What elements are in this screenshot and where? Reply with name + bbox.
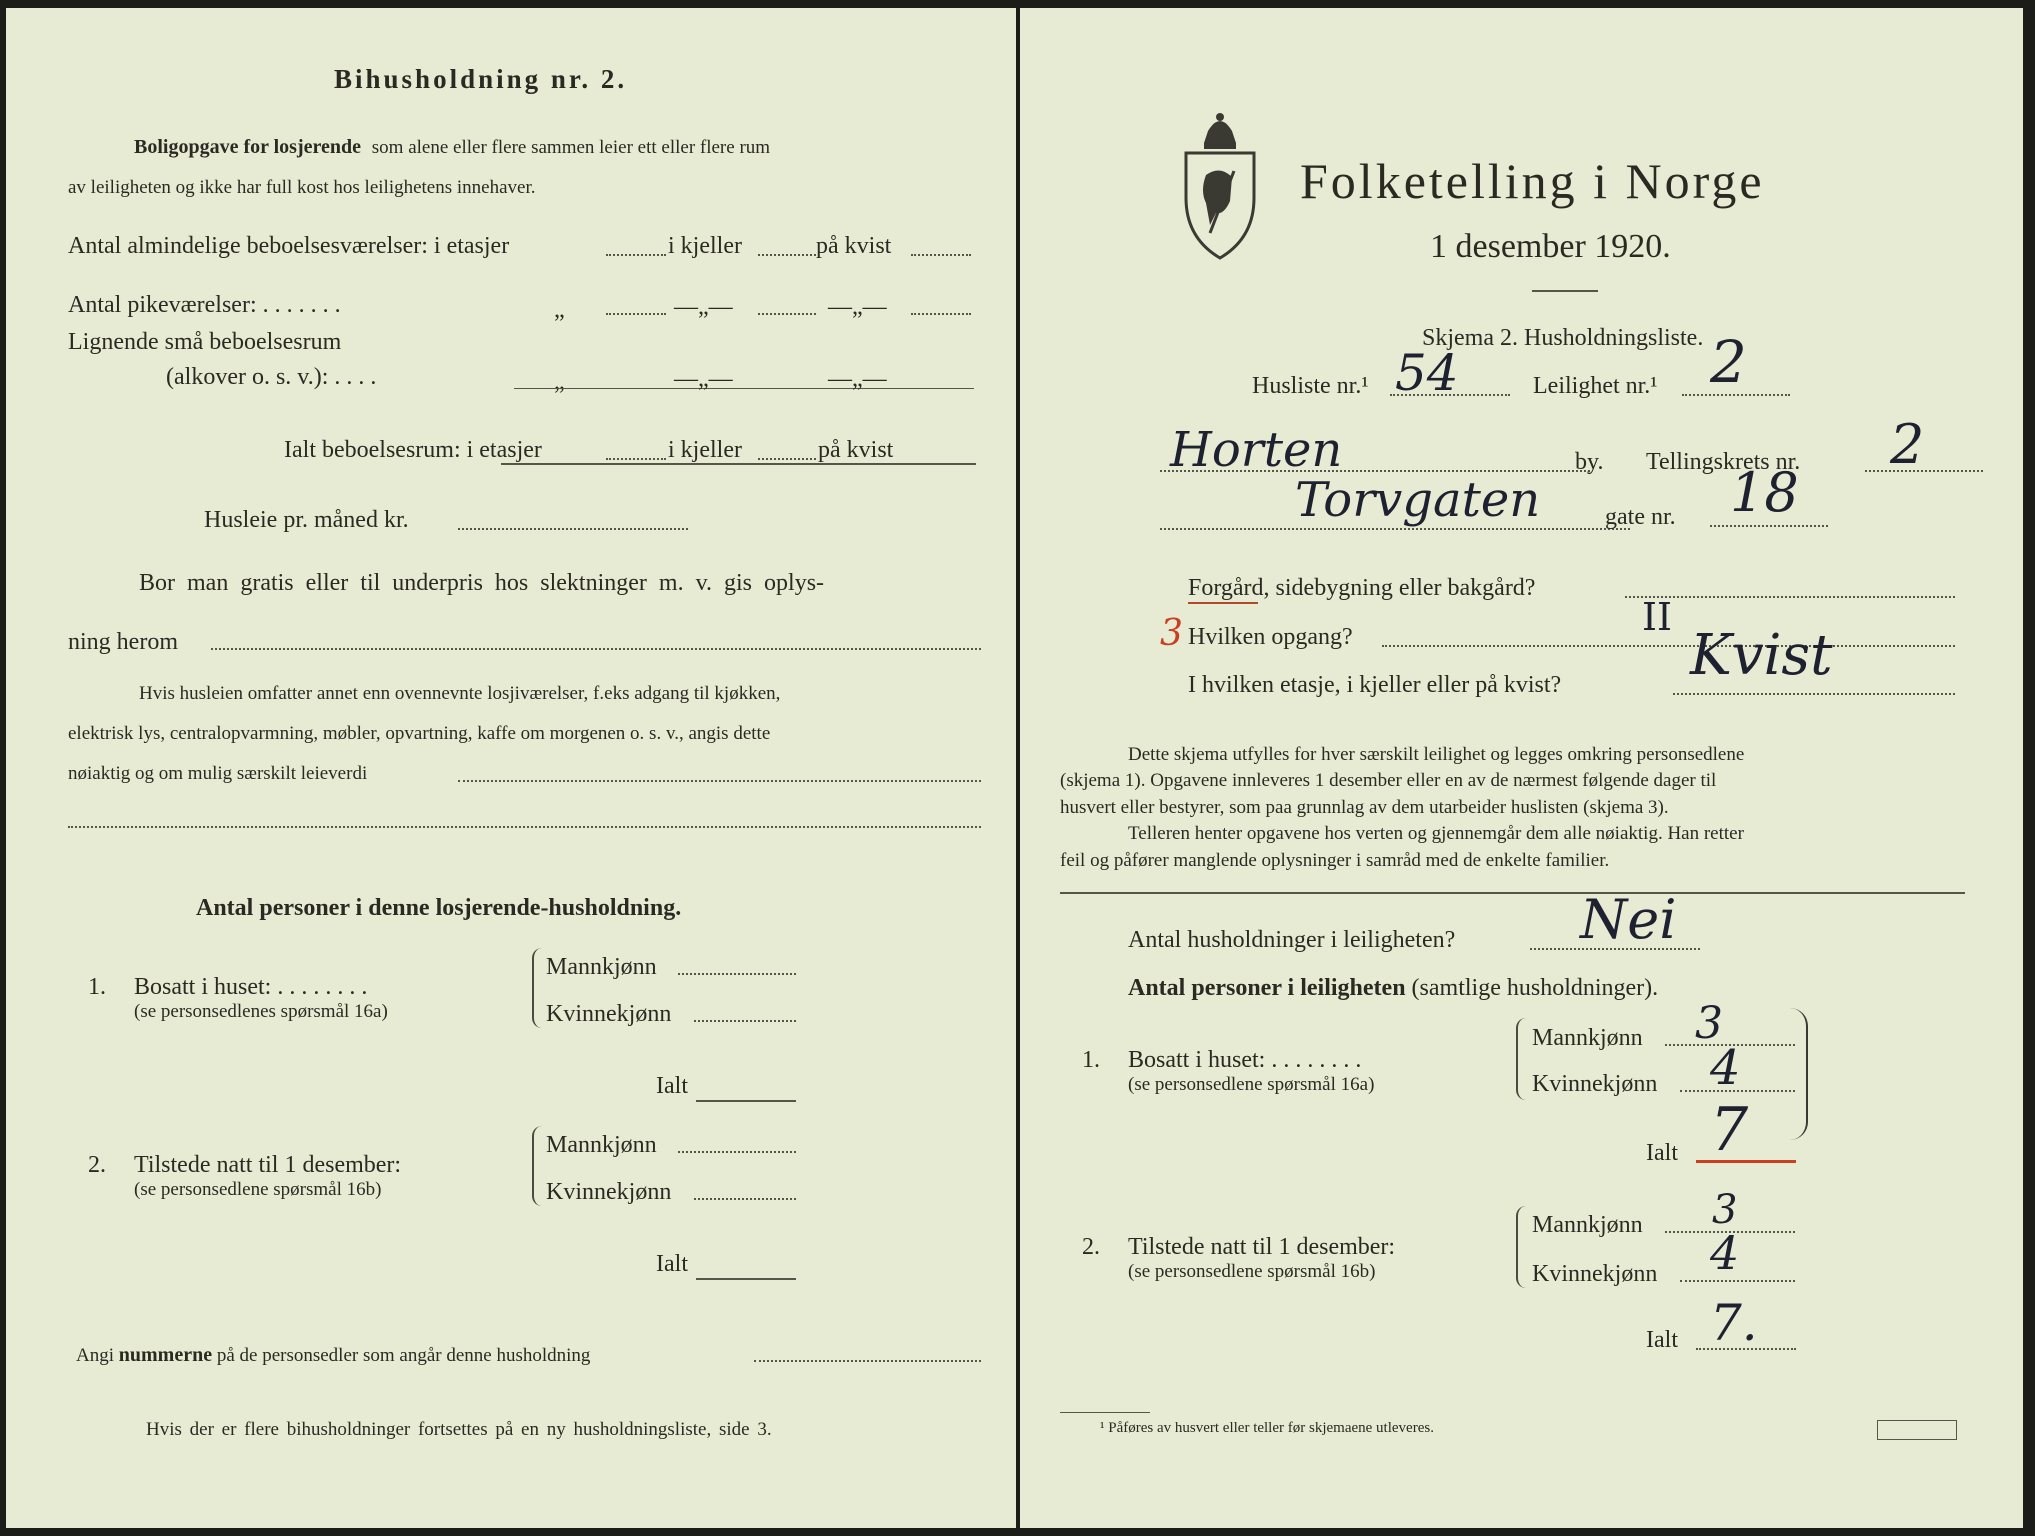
b-bosatt: Bosatt i huset: . . . . . . . . — [134, 974, 368, 1000]
ialt-kjeller-line[interactable] — [758, 458, 816, 460]
rb-bosatt-sub: (se personsedlene spørsmål 16a) — [1128, 1074, 1375, 1095]
rooms-kjeller-line[interactable] — [758, 254, 816, 256]
title-divider — [1532, 290, 1598, 292]
t-mann-line[interactable] — [678, 1151, 796, 1153]
rooms-kjeller: i kjeller — [668, 233, 742, 259]
angi-line-fill[interactable] — [754, 1360, 981, 1362]
census-date: 1 desember 1920. — [1430, 228, 1671, 265]
angi-line — [76, 1345, 590, 1365]
opgang-value: II — [1642, 595, 1673, 639]
rooms-label: Antal almindelige beboelsesværelser: i etasjer — [68, 233, 510, 259]
rt-ialt: Ialt — [1646, 1327, 1678, 1353]
antal-hush-value: Nei — [1580, 888, 1677, 951]
rb-brace — [1516, 1018, 1530, 1100]
rt-num: 2. — [1082, 1234, 1100, 1260]
krets-label: Tellingskrets nr. — [1646, 449, 1801, 475]
t-brace — [532, 1126, 546, 1206]
b-kvinne: Kvinnekjønn — [546, 1001, 672, 1027]
hvis-line-extra[interactable] — [68, 826, 981, 828]
lignende-underline — [514, 388, 974, 389]
bor-line-1: Bor man gratis eller til underpris hos slektninger m. v. gis oplys- — [139, 570, 825, 596]
opgang-line[interactable] — [1382, 645, 1955, 647]
angi-bold: nummerne — [118, 1344, 213, 1366]
gate-line[interactable] — [1160, 528, 1630, 530]
rb-mann-value: 3 — [1695, 998, 1723, 1049]
b-mann: Mannkjønn — [546, 954, 657, 980]
bor-line[interactable] — [211, 648, 981, 650]
ialt-beboelsesrum-label: Ialt beboelsesrum: i etasjer — [284, 437, 542, 463]
ialt-kjeller: i kjeller — [668, 437, 742, 463]
rb-num: 1. — [1082, 1047, 1100, 1073]
ialt-kvist: på kvist — [818, 437, 894, 463]
lignende-line-2: (alkover o. s. v.): . . . . — [166, 364, 377, 390]
bor-line-2: ning herom — [68, 629, 178, 655]
rb-kvinne: Kvinnekjønn — [1532, 1071, 1658, 1097]
left-page — [6, 8, 1016, 1528]
rt-mann: Mannkjønn — [1532, 1212, 1643, 1238]
dette-line-5: feil og påfører manglende oplysninger i samråd med de enkelte familier. — [1060, 850, 1610, 871]
antal-heading: Antal personer i denne losjerende-husholdning. — [196, 895, 682, 921]
footnote-text: ¹ Påføres av husvert eller teller før skjemaene utleveres. — [1100, 1420, 1434, 1436]
intro-line-2: av leiligheten og ikke har full kost hos leilighetens innehaver. — [68, 177, 536, 198]
rb-kvinne-value: 4 — [1710, 1040, 1741, 1096]
etasje-value: Kvist — [1690, 623, 1833, 688]
rt-brace — [1516, 1206, 1530, 1288]
forgaard-label: Forgård, sidebygning eller bakgård? — [1188, 575, 1536, 601]
antal-pers-line — [1128, 976, 1658, 1000]
pike-label: Antal pikeværelser: . . . . . . . — [68, 292, 341, 318]
husleie-line[interactable] — [458, 528, 688, 530]
intro-rest: som alene eller flere sammen leier ett eller flere rum — [371, 137, 771, 158]
rb-ialt: Ialt — [1646, 1140, 1678, 1166]
rt-tilstede-sub: (se personsedlene spørsmål 16b) — [1128, 1261, 1376, 1282]
rb-mann: Mannkjønn — [1532, 1025, 1643, 1051]
b-kvinne-line[interactable] — [694, 1020, 796, 1022]
husliste-value: 54 — [1395, 344, 1459, 402]
gate-nr-line[interactable] — [1710, 525, 1828, 527]
lignende-ditto-3: —„— — [828, 366, 887, 392]
hvis-line-3: nøiaktig og om mulig særskilt leieverdi — [68, 763, 368, 784]
t-tilstede-sub: (se personsedlene spørsmål 16b) — [134, 1179, 382, 1200]
pike-line-1[interactable] — [606, 313, 666, 315]
b-mann-line[interactable] — [678, 973, 796, 975]
antal-pers-bold: Antal personer i leiligheten — [1128, 975, 1406, 1001]
b-num: 1. — [88, 974, 106, 1000]
pike-line-2[interactable] — [758, 313, 816, 315]
footnote-rule — [1060, 1412, 1150, 1413]
right-page — [1020, 8, 2023, 1528]
husliste-label: Husliste nr.¹ — [1252, 373, 1369, 399]
pike-ditto-1: „ — [554, 297, 565, 323]
rb-check-mark — [1790, 1008, 1808, 1140]
t-kvinne-line[interactable] — [694, 1198, 796, 1200]
leilighet-label: Leilighet nr.¹ — [1533, 373, 1658, 399]
b-ialt-line[interactable] — [696, 1100, 796, 1102]
antal-hush-label: Antal husholdninger i leiligheten? — [1128, 927, 1456, 953]
folketelling-title: Folketelling i Norge — [1300, 153, 1765, 209]
footer-text: Hvis der er flere bihusholdninger fortsettes på en ny husholdningsliste, side 3. — [146, 1419, 772, 1440]
rt-ialt-value: 7. — [1710, 1294, 1758, 1352]
krets-value: 2 — [1890, 413, 1925, 476]
gate-nr-value: 18 — [1730, 461, 1799, 524]
hvis-line[interactable] — [458, 780, 981, 782]
antal-pers-rest: (samtlige husholdninger). — [1411, 975, 1659, 1001]
lignende-ditto-1: „ — [554, 369, 565, 395]
section-divider — [1060, 892, 1965, 894]
intro-line-1 — [134, 137, 770, 157]
rt-kvinne-value: 4 — [1710, 1226, 1740, 1280]
dette-line-2: (skjema 1). Opgavene innleveres 1 desember eller en av de nærmest følgende dager til — [1060, 770, 1717, 791]
rooms-etasjer-line[interactable] — [606, 254, 666, 256]
b-brace — [532, 948, 546, 1028]
opgang-label: Hvilken opgang? — [1188, 624, 1353, 650]
pike-ditto-2: —„— — [674, 294, 733, 320]
rt-mann-value: 3 — [1712, 1187, 1738, 1233]
ialt-double-line — [501, 463, 976, 465]
angi-pre: Angi — [76, 1345, 114, 1366]
b-bosatt-sub: (se personsedlenes spørsmål 16a) — [134, 1001, 388, 1022]
dette-line-4: Telleren henter opgavene hos verten og gjennemgår dem alle nøiaktig. Han retter — [1128, 823, 1744, 844]
t-tilstede: Tilstede natt til 1 desember: — [134, 1152, 402, 1178]
rt-kvinne-line[interactable] — [1680, 1280, 1795, 1282]
hvis-line-1: Hvis husleien omfatter annet enn ovennevnte losjiværelser, f.eks adgang til kjøkken, — [139, 683, 781, 704]
opgang-mark: 3 — [1160, 613, 1183, 654]
bihusholdning-title: Bihusholdning nr. 2. — [334, 64, 628, 94]
b-ialt: Ialt — [656, 1073, 688, 1099]
husleie-label: Husleie pr. måned kr. — [204, 507, 409, 533]
t-kvinne: Kvinnekjønn — [546, 1179, 672, 1205]
t-ialt: Ialt — [656, 1251, 688, 1277]
leilighet-value: 2 — [1710, 328, 1747, 396]
by-value: Horten — [1170, 422, 1343, 478]
gate-value: Torvgaten — [1295, 472, 1541, 528]
t-num: 2. — [88, 1152, 106, 1178]
gate-label: gate nr. — [1605, 504, 1676, 530]
lignende-ditto-2: —„— — [674, 366, 733, 392]
ialt-etasjer-line[interactable] — [606, 458, 666, 460]
skjema-label: Skjema 2. Husholdningsliste. — [1422, 325, 1704, 351]
t-ialt-line[interactable] — [696, 1278, 796, 1280]
dette-line-1: Dette skjema utfylles for hver særskilt leilighet og legges omkring personsedlene — [1128, 744, 1745, 765]
rt-tilstede: Tilstede natt til 1 desember: — [1128, 1234, 1396, 1260]
t-mann: Mannkjønn — [546, 1132, 657, 1158]
rb-bosatt: Bosatt i huset: . . . . . . . . — [1128, 1047, 1362, 1073]
intro-bold: Boligopgave for losjerende — [134, 136, 362, 158]
rooms-kvist-line[interactable] — [911, 254, 971, 256]
norway-coat-of-arms-icon — [1180, 103, 1260, 263]
forgaard-line[interactable] — [1625, 596, 1955, 598]
forgaard-underline — [1188, 602, 1258, 604]
by-label: by. — [1575, 449, 1604, 475]
rb-ialt-value: 7 — [1710, 1095, 1749, 1165]
pike-line-3[interactable] — [911, 313, 971, 315]
rt-kvinne: Kvinnekjønn — [1532, 1261, 1658, 1287]
angi-rest: på de personsedler som angår denne husholdning — [216, 1345, 591, 1366]
lignende-line-1: Lignende små beboelsesrum — [68, 329, 342, 355]
hvis-line-2: elektrisk lys, centralopvarmning, møbler, opvartning, kaffe om morgenen o. s. v., angis dette — [68, 723, 771, 744]
dette-line-3: husvert eller bestyrer, som paa grunnlag av dem utarbeider huslisten (skjema 3). — [1060, 797, 1669, 818]
etasje-line[interactable] — [1673, 693, 1955, 695]
pike-ditto-3: —„— — [828, 294, 887, 320]
rooms-kvist: på kvist — [816, 233, 892, 259]
etasje-label: I hvilken etasje, i kjeller eller på kvist? — [1188, 672, 1562, 698]
printer-stamp — [1877, 1420, 1957, 1440]
